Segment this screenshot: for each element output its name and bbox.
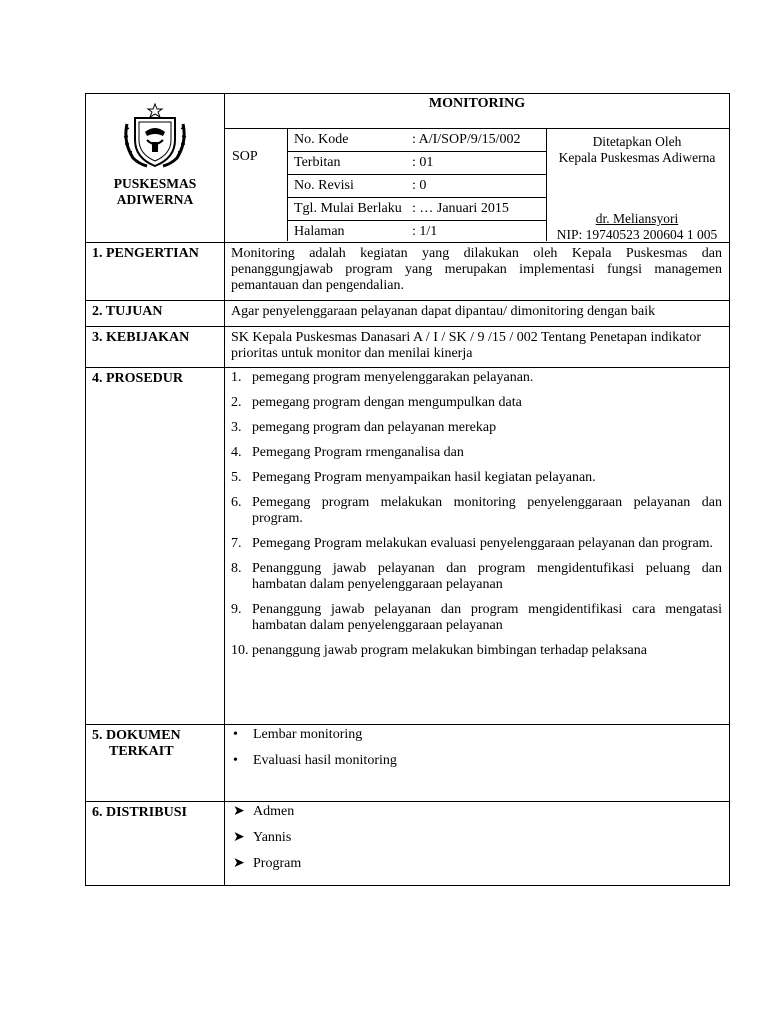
bullet-icon: •	[233, 753, 238, 768]
procedure-step: 7. Pemegang Program melakukan evaluasi penyelenggaraan pelayanan dan program.	[231, 536, 714, 551]
procedure-step: 9. Penanggung jawab pelayanan dan program mengidentifikasi cara mengatasi hambatan dalam penyelenggaraan pelayanan	[231, 602, 722, 633]
procedure-step: 4. Pemegang Program rmenganalisa dan	[231, 445, 464, 460]
procedure-step: 3. pemegang program dan pelayanan merekap	[231, 420, 497, 435]
field-terbitan	[288, 152, 546, 175]
regency-emblem-icon	[119, 102, 191, 170]
sop-document	[85, 93, 730, 886]
sop-fields	[287, 129, 547, 241]
field-halaman	[288, 221, 546, 243]
field-no-kode	[288, 129, 546, 152]
field-value: : A/I/SOP/9/15/002	[412, 132, 521, 147]
field-label: No. Kode	[294, 132, 349, 147]
section-text: Monitoring adalah kegiatan yang dilakukan oleh Kepala Puskesmas dan penanggungjawab program yang merupakan implementasi fungsi managemen pemantauan dan pengendalian.	[231, 246, 722, 293]
procedure-step: 8. Penanggung jawab pelayanan dan program mengidentufikasi peluang dan hambatan dalam penyelenggaraan pelayanan	[231, 561, 722, 592]
logo-cell	[86, 94, 225, 243]
section-label: 2. TUJUAN	[92, 304, 163, 319]
section-label: 5. DOKUMEN TERKAIT	[92, 728, 181, 759]
arrow-bullet-icon: ➤	[233, 804, 245, 819]
section-label: 1. PENGERTIAN	[92, 246, 199, 261]
approver-nip: NIP: 19740523 200604 1 005	[556, 227, 718, 242]
procedure-step: 2. pemegang program dengan mengumpulkan data	[231, 395, 522, 410]
distribution-list	[225, 802, 729, 872]
header-info-cell	[225, 94, 730, 243]
approver-block	[545, 129, 729, 242]
org-name-line2: ADIWERNA	[116, 192, 194, 207]
list-item: ➤ Program	[233, 856, 302, 871]
procedure-step: 1. pemegang program menyelenggarakan pelayanan.	[231, 370, 534, 385]
list-item: • Evaluasi hasil monitoring	[233, 753, 397, 768]
document-title: MONITORING	[428, 96, 526, 111]
sop-label: SOP	[232, 149, 258, 164]
sop-table	[85, 93, 730, 886]
field-label: Terbitan	[294, 155, 341, 170]
section-label: 4. PROSEDUR	[92, 371, 184, 386]
procedure-step: 6. Pemegang program melakukan monitoring penyelenggaraan pelayanan dan program.	[231, 495, 722, 526]
list-item: ➤ Admen	[233, 804, 295, 819]
field-value: : 0	[412, 178, 427, 193]
document-list	[225, 725, 729, 769]
field-value: : 01	[412, 155, 434, 170]
section-tujuan	[86, 301, 730, 327]
section-dokumen	[86, 725, 730, 802]
org-name-line1: PUSKESMAS	[113, 176, 197, 191]
org-name	[86, 176, 224, 208]
procedure-step: 10. penanggung jawab program melakukan bimbingan terhadap pelaksana	[231, 643, 647, 658]
approver-line2: Kepala Puskesmas Adiwerna	[558, 150, 716, 165]
section-label: 3. KEBIJAKAN	[92, 330, 190, 345]
header-row	[86, 94, 730, 243]
sop-block	[225, 128, 729, 241]
field-label: No. Revisi	[294, 178, 354, 193]
section-text: Agar penyelenggaraan pelayanan dapat dipantau/ dimonitoring dengan baik	[231, 304, 656, 319]
section-label: 6. DISTRIBUSI	[92, 805, 187, 820]
section-kebijakan	[86, 327, 730, 368]
field-value: : … Januari 2015	[412, 201, 509, 216]
section-pengertian	[86, 243, 730, 301]
section-distribusi	[86, 802, 730, 886]
field-value: : 1/1	[412, 224, 438, 239]
arrow-bullet-icon: ➤	[233, 830, 245, 845]
field-tgl-mulai	[288, 198, 546, 221]
approver-name: dr. Meliansyori	[595, 211, 679, 226]
procedure-list	[225, 368, 729, 659]
procedure-step: 5. Pemegang Program menyampaikan hasil kegiatan pelayanan.	[231, 470, 596, 485]
field-no-revisi	[288, 175, 546, 198]
bullet-icon: •	[233, 727, 238, 742]
section-prosedur	[86, 368, 730, 725]
field-label: Tgl. Mulai Berlaku	[294, 201, 402, 216]
list-item: ➤ Yannis	[233, 830, 292, 845]
arrow-bullet-icon: ➤	[233, 856, 245, 871]
approver-line1: Ditetapkan Oleh	[592, 134, 682, 149]
section-text: SK Kepala Puskesmas Danasari A / I / SK / 9 /15 / 002 Tentang Penetapan indikator prioritas untuk monitor dan menilai kinerja	[231, 330, 702, 361]
list-item: • Lembar monitoring	[233, 727, 363, 742]
field-label: Halaman	[294, 224, 345, 239]
